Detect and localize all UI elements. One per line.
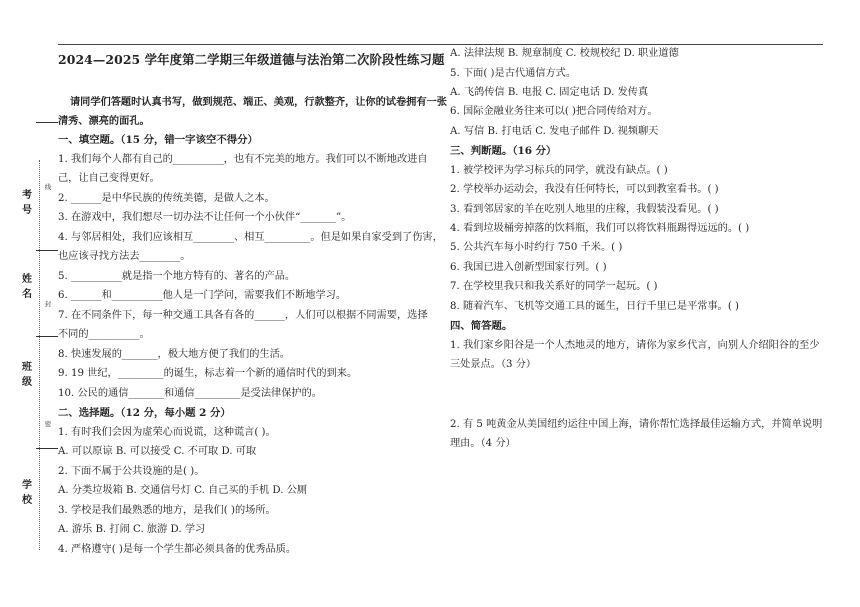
label-name: 姓名 — [22, 274, 32, 300]
text-line: 6. 我国已进入创新型国家行列。( ) — [450, 262, 607, 273]
seal-line — [39, 160, 40, 550]
text-line: 2. ______是中华民族的传统美德，是做人之本。 — [58, 193, 275, 204]
text-line: 3. 看到邻居家的羊在吃别人地里的庄稼，我假装没看见。( ) — [450, 204, 719, 215]
mark-secret: 密 — [44, 420, 52, 428]
text-line: 1. 我们每个人都有自己的__________，也有不完美的地方。我们可以不断地改进自 — [58, 154, 428, 165]
text-line: 3. 学校是我们最熟悉的地方，是我们( )的场所。 — [58, 505, 276, 516]
text-line: A. 写信 B. 打电话 C. 发电子邮件 D. 视频聊天 — [450, 126, 659, 137]
section-heading: 三、判断题。（16 分） — [450, 145, 557, 157]
mark-line: 线 — [44, 183, 52, 191]
text-line: 理由。（4 分） — [450, 438, 516, 449]
text-line: 7. 在不同条件下，每一种交通工具各有各的______，人们可以根据不同需要，选择 — [58, 310, 428, 321]
text-line: 4. 与邻居相处，我们应该相互________、相互_________。但是如果自家受到了伤害， — [58, 232, 443, 243]
text-line: 6. 国际金融业务往来可以( )把合同传给对方。 — [450, 106, 658, 117]
section-heading: 四、简答题。 — [450, 320, 513, 332]
text-line: 5. 公共汽车每小时约行 750 千米。( ) — [450, 242, 623, 253]
text-line: A. 可以原谅 B. 可以接受 C. 不可取 D. 可取 — [58, 446, 257, 457]
text-line: 6. ______和__________他人是一门学问，需要我们不断地学习。 — [58, 290, 347, 301]
text-line: 3. 在游戏中，我们想尽一切办法不让任何一个小伙伴“_______”。 — [58, 212, 352, 223]
mark-seal: 封 — [44, 300, 52, 308]
section-heading: 二、选择题。（12 分，每小题 2 分） — [58, 407, 231, 419]
label-class: 班级 — [22, 362, 32, 388]
blank-line — [36, 250, 58, 251]
text-line: 2. 有 5 吨黄金从美国纽约运往中国上海，请你帮忙选择最佳运输方式，并简单说明 — [450, 419, 823, 430]
text-line: 8. 快速发展的_______，极大地方便了我们的生活。 — [58, 349, 290, 360]
intro-line-2: 清秀、漂亮的面孔。 — [58, 115, 150, 127]
text-line: 三处景点。（3 分） — [450, 359, 537, 370]
text-line: 己，让自己变得更好。 — [58, 173, 160, 184]
text-line: 4. 严格遵守( )是每一个学生都必须具备的优秀品质。 — [58, 544, 297, 555]
top-rule — [58, 44, 823, 45]
text-line: 2. 下面不属于公共设施的是( )。 — [58, 466, 205, 477]
text-line: 7. 在学校里我只和我关系好的同学一起玩。( ) — [450, 281, 658, 292]
page-title: 2024—2025 学年度第二学期三年级道德与法治第二次阶段性练习题 — [58, 52, 445, 67]
text-line: 8. 随着汽车、飞机等交通工具的诞生，日行千里已是平常事。( ) — [450, 301, 740, 312]
label-exam-number: 考号 — [22, 190, 32, 216]
section-heading: 一、填空题。（15 分，错一字该空不得分） — [58, 134, 258, 146]
blank-line — [36, 122, 58, 123]
text-line: 1. 被学校评为学习标兵的同学，就没有缺点。( ) — [450, 165, 668, 176]
text-line: 1. 有时我们会因为虚荣心而说谎，这种谎言( )。 — [58, 427, 276, 438]
label-school: 学校 — [22, 480, 32, 506]
text-line: 10. 公民的通信_______和通信_________是受法律保护的。 — [58, 388, 322, 399]
text-line: 9. 19 世纪，_________的诞生，标志着一个新的通信时代的到来。 — [58, 368, 358, 379]
text-line: 4. 看到垃圾桶旁掉落的饮料瓶，我们可以将饮料瓶踢得远远的。( ) — [450, 223, 750, 234]
text-line: 5. 下面( )是古代通信方式。 — [450, 68, 577, 79]
text-line: 不同的__________。 — [58, 329, 150, 340]
text-line: A. 飞鸽传信 B. 电报 C. 固定电话 D. 发传真 — [450, 87, 649, 98]
text-line: 也应该寻找方法去________。 — [58, 251, 191, 262]
text-line: A. 法律法规 B. 规章制度 C. 校规校纪 D. 职业道德 — [450, 48, 679, 59]
text-line: 5. __________就是指一个地方特有的、著名的产品。 — [58, 271, 296, 282]
blank-line — [36, 448, 58, 449]
blank-line — [36, 336, 58, 337]
text-line: A. 游乐 B. 打闹 C. 旅游 D. 学习 — [58, 524, 206, 535]
intro-line-1: 请同学们答题时认真书写，做到规范、端正、美观，行款整齐，让你的试卷拥有一张 — [70, 96, 447, 108]
text-line: 1. 我们家乡阳谷是一个人杰地灵的地方，请你为家乡代言，向别人介绍阳谷的至少 — [450, 340, 820, 351]
text-line: 2. 学校举办运动会，我没有任何特长，可以到教室看书。( ) — [450, 184, 719, 195]
text-line: A. 分类垃圾箱 B. 交通信号灯 C. 自己买的手机 D. 公厕 — [58, 485, 308, 496]
